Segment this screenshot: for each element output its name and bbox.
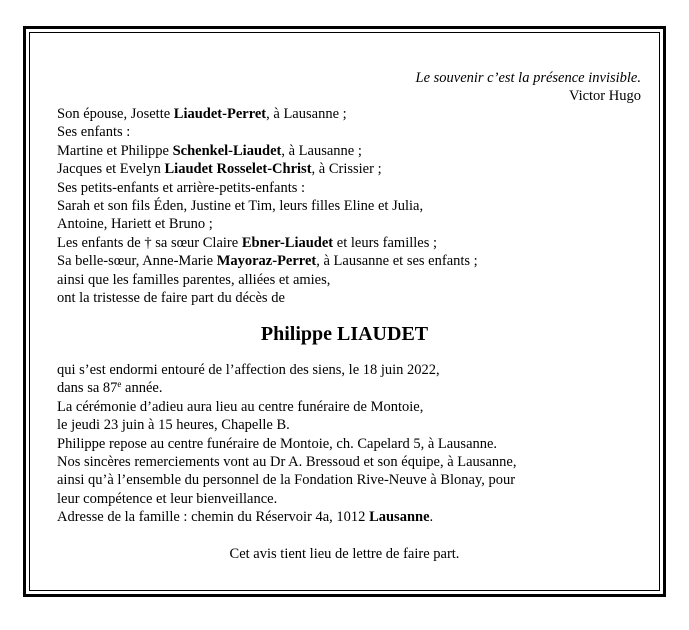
family-line: Sarah et son fils Éden, Justine et Tim, leurs filles Eline et Julia,	[57, 198, 424, 215]
epigraph	[416, 69, 642, 105]
family-line: Antoine, Hariett et Bruno ;	[57, 216, 213, 233]
family-line: Martine et Philippe Schenkel-Liaudet, à Lausanne ;	[57, 142, 362, 159]
family-line: Jacques et Evelyn Liaudet Rosselet-Christ, à Crissier ;	[57, 161, 382, 178]
family-line: ont la tristesse de faire part du décès de	[57, 290, 285, 307]
closing-note: Cet avis tient lieu de lettre de faire part.	[229, 546, 460, 562]
family-address: Adresse de la famille : chemin du Réservoir 4a, 1012 Lausanne.	[57, 509, 434, 526]
family-line: Son épouse, Josette Liaudet-Perret, à Lausanne ;	[57, 106, 347, 122]
details-line: Nos sincères remerciements vont au Dr A. Bressoud et son équipe, à Lausanne,	[57, 454, 517, 471]
family-line: Ses enfants :	[57, 124, 131, 141]
details-line: La cérémonie d’adieu aura lieu au centre funéraire de Montoie,	[57, 398, 424, 415]
details-line: le jeudi 23 juin à 15 heures, Chapelle B.	[57, 417, 290, 434]
age-line: dans sa 87e année.	[57, 379, 163, 397]
family-line: Les enfants de † sa sœur Claire Ebner-Liaudet et leurs familles ;	[57, 234, 438, 251]
family-list	[57, 105, 478, 307]
epigraph-quote: Le souvenir c’est la présence invisible.	[415, 70, 641, 86]
family-line: Ses petits-enfants et arrière-petits-enfants :	[57, 179, 306, 196]
deceased-name: Philippe LIAUDET	[260, 323, 429, 345]
family-line: Sa belle-sœur, Anne-Marie Mayoraz-Perret, à Lausanne et ses enfants ;	[57, 253, 478, 270]
details-block	[57, 361, 516, 527]
epigraph-author: Victor Hugo	[568, 88, 641, 104]
details-line: qui s’est endormi entouré de l’affection des siens, le 18 juin 2022,	[57, 362, 440, 378]
details-line: leur compétence et leur bienveillance.	[57, 490, 278, 507]
notice-outer-border	[23, 26, 666, 597]
details-line: ainsi qu’à l’ensemble du personnel de la Fondation Rive-Neuve à Blonay, pour	[57, 472, 516, 489]
family-line: ainsi que les familles parentes, alliées et amies,	[57, 271, 331, 288]
details-line: Philippe repose au centre funéraire de Montoie, ch. Capelard 5, à Lausanne.	[57, 435, 498, 452]
